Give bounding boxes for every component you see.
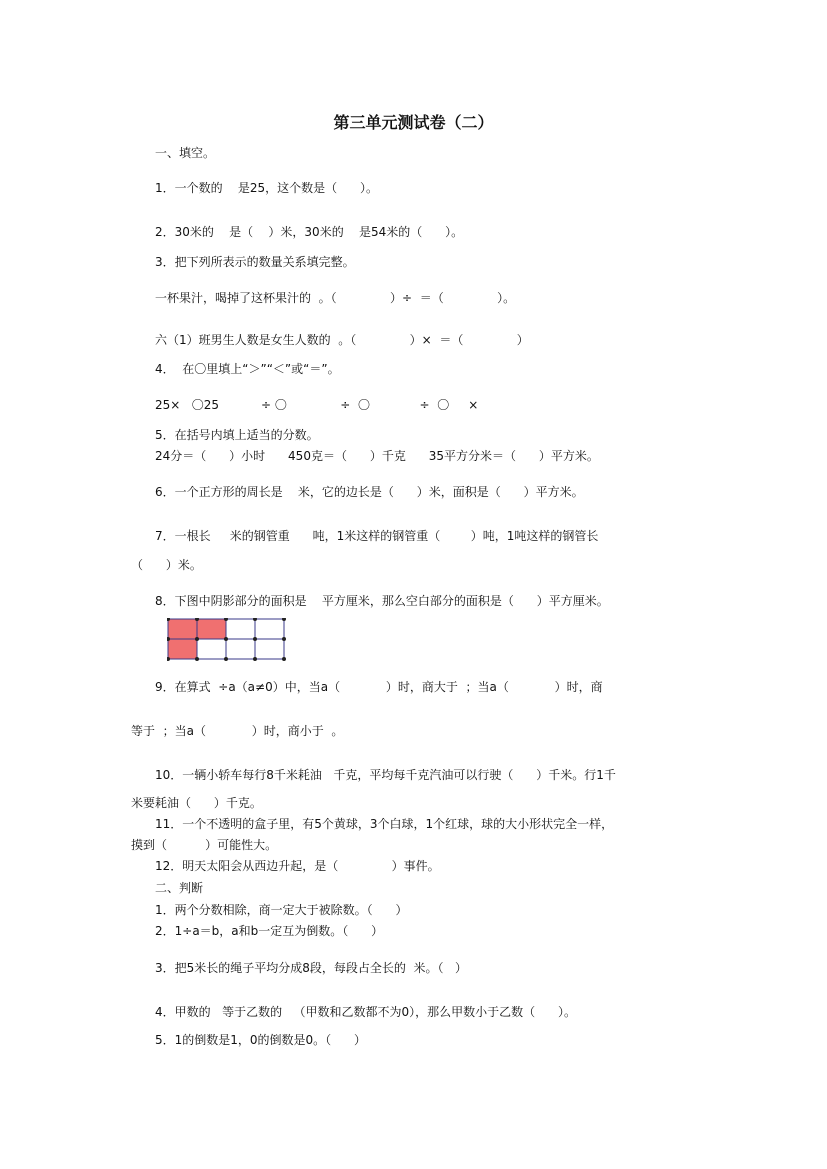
question-2: 2．30米的 是（ ）米，30米的 是54米的（ ）。: [155, 225, 464, 239]
question-11-line1: 11．一个不透明的盒子里，有5个黄球，3个白球，1个红球，球的大小形状完全一样，: [155, 817, 614, 831]
blank-cell: [226, 639, 255, 659]
question-3a: 一杯果汁，喝掉了这杯果汁的 。（ ）÷ ＝（ ）。: [155, 291, 516, 305]
blank-cell: [255, 619, 284, 639]
question-7-line2: （ ）米。: [131, 558, 202, 572]
shaded-cell: [197, 619, 226, 639]
question-6: 6．一个正方形的周长是 米，它的边长是（ ）米，面积是（ ）平方米。: [155, 485, 584, 499]
judge-5: 5．1的倒数是1，0的倒数是0。（ ）: [155, 1033, 367, 1047]
blank-cell: [197, 639, 226, 659]
grid-dot: [282, 637, 286, 641]
shaded-cell: [168, 639, 197, 659]
question-4-items: 25× 〇25 ÷ 〇 ÷ 〇 ÷ 〇 ×: [155, 398, 479, 412]
grid-dot: [253, 657, 257, 661]
question-10-line1: 10．一辆小轿车每行8千米耗油 千克，平均每千克汽油可以行驶（ ）千米。行1千: [155, 768, 616, 782]
blank-cell: [226, 619, 255, 639]
question-5: 5．在括号内填上适当的分数。: [155, 428, 319, 442]
grid-dot: [224, 657, 228, 661]
question-5-items: 24分＝（ ）小时 450克＝（ ）千克 35平方分米＝（ ）平方米。: [155, 449, 599, 463]
question-12: 12．明天太阳会从西边升起，是（ ）事件。: [155, 859, 440, 873]
judge-2: 2．1÷a＝b，a和b一定互为倒数。（ ）: [155, 924, 384, 938]
section-heading-judge: 二、判断: [155, 881, 204, 895]
grid-dot: [224, 637, 228, 641]
judge-4: 4．甲数的 等于乙数的 （甲数和乙数都不为0），那么甲数小于乙数（ ）。: [155, 1005, 577, 1019]
section-heading-fill: 一、填空。: [155, 146, 216, 160]
blank-cell: [255, 639, 284, 659]
question-8: 8．下图中阴影部分的面积是 平方厘米，那么空白部分的面积是（ ）平方厘米。: [155, 594, 609, 608]
judge-1: 1．两个分数相除，商一定大于被除数。（ ）: [155, 903, 408, 917]
question-1: 1．一个数的 是25，这个数是（ ）。: [155, 181, 379, 195]
page-title: 第三单元测试卷（二）: [333, 113, 494, 132]
grid-dot: [195, 657, 199, 661]
judge-3: 3．把5米长的绳子平均分成8段，每段占全长的 米。（ ）: [155, 961, 467, 975]
question-3: 3．把下列所表示的数量关系填完整。: [155, 255, 355, 269]
shaded-cell: [168, 619, 197, 639]
question-9-line1: 9．在算式 ÷a（a≠0）中，当a（ ）时，商大于 ；当a（ ）时，商: [155, 680, 603, 694]
question-11-line2: 摸到（ ）可能性大。: [131, 838, 278, 852]
question-7-line1: 7．一根长 米的钢管重 吨，1米这样的钢管重（ ）吨，1吨这样的钢管长: [155, 529, 599, 543]
grid-dot: [253, 637, 257, 641]
question-4: 4． 在〇里填上“＞”“＜”或“＝”。: [155, 362, 340, 376]
question-3b: 六（1）班男生人数是女生人数的 。（ ）× ＝（ ）: [155, 333, 529, 347]
question-9-line2: 等于 ；当a（ ）时，商小于 。: [131, 724, 344, 738]
grid-dot: [282, 657, 286, 661]
question-10-line2: 米要耗油（ ）千克。: [131, 796, 262, 810]
grid-dot: [195, 637, 199, 641]
area-grid-figure: [167, 618, 287, 664]
